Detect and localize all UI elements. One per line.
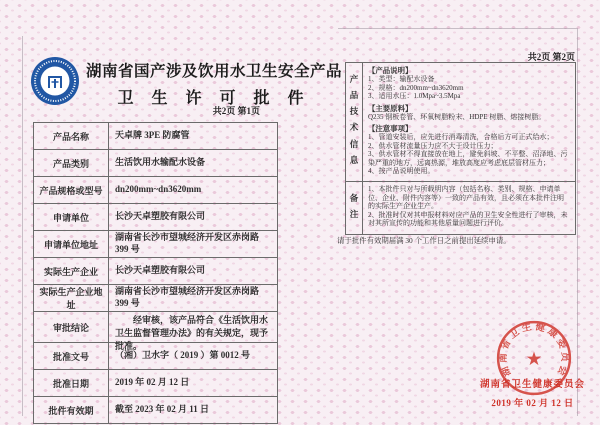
field-label: 产品类别 bbox=[34, 150, 109, 176]
field-value: dn200mm~dn3620mm bbox=[115, 184, 202, 195]
field-label: 审批结论 bbox=[34, 312, 109, 342]
field-value: 2019 年 02 月 12 日 bbox=[115, 377, 190, 388]
remarks-content bbox=[363, 182, 575, 234]
field-label: 产品规格或型号 bbox=[34, 177, 109, 203]
section-header: 【产品说明】 bbox=[368, 66, 413, 75]
field-label: 申请单位地址 bbox=[34, 231, 109, 257]
note-item: 4、按产品说明使用。 bbox=[368, 167, 435, 176]
row-approval-conclusion bbox=[34, 312, 277, 352]
approval-conclusion-text: 经审核，该产品符合《生活饮用水卫生监督管理办法》的有关规定，现予批准。 bbox=[115, 315, 269, 352]
row-product-technical-info bbox=[346, 63, 575, 182]
official-seal-stamp-icon bbox=[495, 319, 573, 397]
health-supervision-emblem-icon bbox=[30, 56, 80, 106]
row-applicant-address bbox=[34, 231, 277, 258]
page-marker-page2: 共2页 第2页 bbox=[527, 52, 575, 62]
technical-info-table bbox=[345, 62, 576, 235]
row-approval-date bbox=[34, 370, 277, 397]
seal-star-icon: ★ bbox=[525, 349, 543, 371]
field-value: 天卓牌 3PE 防腐管 bbox=[115, 130, 190, 141]
technical-info-content bbox=[363, 63, 575, 181]
field-value bbox=[109, 312, 277, 352]
row-product-name bbox=[34, 123, 277, 150]
field-label: 批准文号 bbox=[34, 343, 109, 369]
note-item: 2、供水管材流量压力应不大于设计压力； bbox=[368, 141, 498, 150]
section-header: 【主要原料】 bbox=[368, 103, 413, 113]
vertical-label-product-tech-info: 产品技术信息 bbox=[346, 63, 363, 181]
field-label: 批准日期 bbox=[34, 370, 109, 396]
desc-item: 2、规格：dn200mm~dn3620mm bbox=[368, 83, 464, 92]
remark-item: 2、批准时仅对其申报材料对应产品的卫生安全性进行了审核，未对其所宣传的功能和其他质量问题进行评价。 bbox=[368, 210, 568, 228]
row-applicant bbox=[34, 204, 277, 231]
page-edge-left bbox=[22, 36, 23, 416]
field-value: 长沙天卓塑胶有限公司 bbox=[115, 265, 206, 276]
vertical-label-remarks: 备注 bbox=[346, 182, 363, 234]
field-value: 长沙天卓塑胶有限公司 bbox=[115, 211, 206, 222]
note-item: 3、供水管材不得直接放在地上，避免斜坡、不平整、沼泽地、污染严重的地方，远离热源，堆放高度应考虑底层管材压力； bbox=[368, 150, 568, 167]
materials-section bbox=[368, 104, 570, 122]
field-value: 湖南省长沙市望城经济开发区赤岗路 399 号 bbox=[115, 232, 260, 254]
license-info-table bbox=[33, 122, 278, 424]
row-approval-number bbox=[34, 343, 277, 370]
field-label: 实际生产企业地址 bbox=[34, 285, 109, 311]
field-label: 申请单位 bbox=[34, 204, 109, 230]
field-value: 生活饮用水输配水设备 bbox=[115, 157, 206, 168]
title-line-2: 卫 生 许 可 批 件 bbox=[117, 90, 311, 107]
issuing-date: 2019 年 02 月 12 日 bbox=[491, 398, 574, 408]
section-header: 【注意事项】 bbox=[368, 124, 413, 134]
row-product-category bbox=[34, 150, 277, 177]
title-line-1: 湖南省国产涉及饮用水卫生安全产品 bbox=[86, 63, 343, 80]
precautions-section bbox=[368, 124, 570, 176]
field-value: （湘）卫水字（ 2019 ）第 0012 号 bbox=[115, 350, 251, 361]
desc-item: 1、类型：输配水设备 bbox=[368, 75, 435, 84]
seal-ring-text: 湖南省卫生健康委员会 bbox=[497, 321, 571, 380]
product-description-section bbox=[368, 66, 570, 101]
field-value: 湖南省长沙市望城经济开发区赤岗路 399 号 bbox=[115, 286, 260, 308]
row-product-spec bbox=[34, 177, 277, 204]
remark-item: 1、本批件只对与所载明内容（包括名称、类别、规格、申请单位、企业、附件内容等）一致的产品有效，且必须在本批件注明的实际生产企业生产。 bbox=[368, 185, 564, 211]
field-label: 批件有效期 bbox=[34, 397, 109, 423]
materials-text: Q235 钢板卷管、环氧树脂粉末、HDPE 树脂、熔接树脂。 bbox=[368, 112, 546, 121]
page-edge-top-right bbox=[338, 28, 577, 29]
row-validity bbox=[34, 397, 277, 423]
row-manufacturer bbox=[34, 258, 277, 285]
field-label: 实际生产企业 bbox=[34, 258, 109, 284]
page-marker-page1: 共2页 第1页 bbox=[212, 106, 260, 116]
note-item: 1、管道安装后，应先进行消毒清洗，合格后方可正式给水； bbox=[368, 133, 554, 142]
page-edge-right bbox=[577, 28, 578, 416]
field-label: 产品名称 bbox=[34, 123, 109, 149]
desc-item: 3、适用水压：1.0Mpa~3.5Mpa bbox=[368, 92, 461, 101]
row-remarks bbox=[346, 182, 575, 234]
row-manufacturer-address bbox=[34, 285, 277, 312]
renewal-note: 请于批件有效期届满 30 个工作日之前提出延续申请。 bbox=[337, 236, 511, 245]
issuing-authority-name: 湖南省卫生健康委员会 bbox=[479, 380, 585, 390]
document-title bbox=[86, 59, 342, 108]
field-value: 截至 2023 年 02 月 11 日 bbox=[115, 404, 210, 415]
